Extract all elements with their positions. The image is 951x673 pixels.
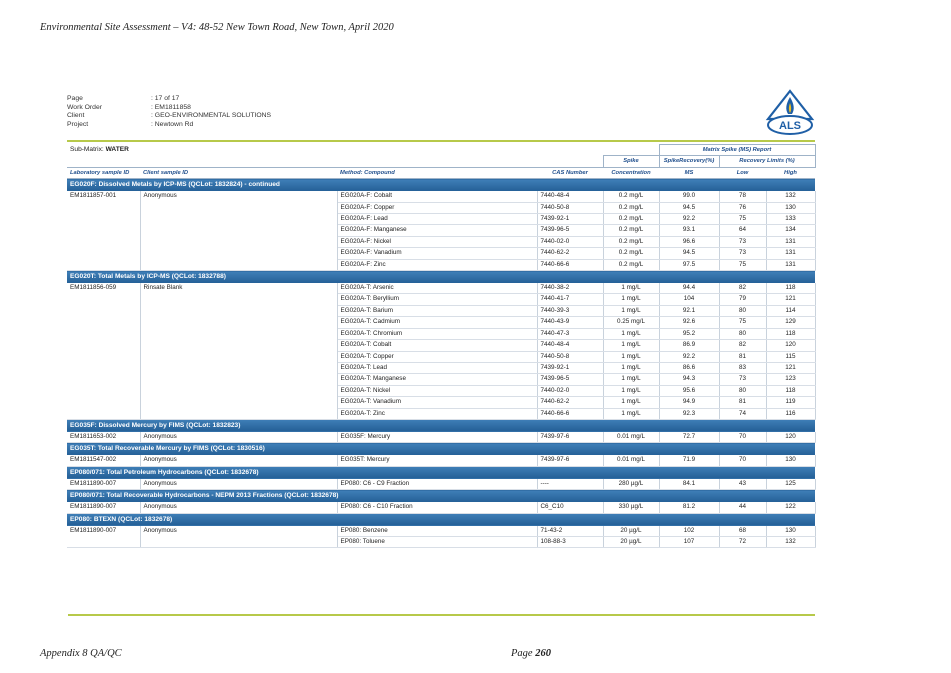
- table-row: [67, 305, 815, 316]
- limit-high: 116: [766, 408, 815, 419]
- lab-sample-id: [67, 385, 140, 396]
- col-method: Method: Compound: [337, 167, 537, 178]
- lab-sample-id: [67, 236, 140, 247]
- limit-low: 74: [719, 408, 766, 419]
- table-row: [67, 191, 815, 202]
- cas-number: C6_C10: [537, 502, 603, 513]
- ms-recovery: 94.4: [659, 283, 719, 294]
- meta-key: Page: [67, 95, 83, 102]
- table-row: [67, 328, 815, 339]
- table-row: [67, 374, 815, 385]
- cas-number: 108-88-3: [537, 536, 603, 547]
- limit-low: 64: [719, 225, 766, 236]
- lab-sample-id: [67, 351, 140, 362]
- limit-low: 79: [719, 294, 766, 305]
- method-compound: EG020A-T: Manganese: [337, 374, 537, 385]
- client-sample-id: Anonymous: [140, 191, 337, 202]
- method-compound: EG020A-T: Zinc: [337, 408, 537, 419]
- limit-high: 130: [766, 202, 815, 213]
- meta-key: Client: [67, 112, 85, 120]
- group-header-row: [67, 513, 815, 526]
- spike-concentration: 280 µg/L: [603, 479, 659, 490]
- spike-concentration: 0.2 mg/L: [603, 248, 659, 259]
- table-row: [67, 536, 815, 547]
- method-compound: EG035F: Mercury: [337, 432, 537, 443]
- table-row: [67, 526, 815, 537]
- spike-concentration: 1 mg/L: [603, 362, 659, 373]
- col-lab-id: Laboratory sample ID: [67, 167, 140, 178]
- lab-sample-id: EM1811890-007: [67, 479, 140, 490]
- col-high: High: [766, 167, 815, 178]
- cas-number: 7439-96-5: [537, 374, 603, 385]
- limit-low: 72: [719, 536, 766, 547]
- col-concentration: Concentration: [603, 167, 659, 178]
- client-sample-id: [140, 362, 337, 373]
- lab-sample-id: EM1811547-002: [67, 455, 140, 466]
- limit-high: 125: [766, 479, 815, 490]
- table-row: [67, 283, 815, 294]
- meta-row: [67, 104, 271, 113]
- meta-value: : EM1811858: [151, 103, 191, 111]
- ms-recovery: 102: [659, 526, 719, 537]
- method-compound: EG020A-F: Nickel: [337, 236, 537, 247]
- lab-sample-id: [67, 294, 140, 305]
- ms-recovery: 104: [659, 294, 719, 305]
- spike-concentration: 0.2 mg/L: [603, 225, 659, 236]
- spike-concentration: 1 mg/L: [603, 340, 659, 351]
- spike-concentration: 1 mg/L: [603, 283, 659, 294]
- limit-high: 123: [766, 374, 815, 385]
- client-sample-id: [140, 214, 337, 225]
- limit-high: 118: [766, 328, 815, 339]
- group-header-row: [67, 466, 815, 479]
- ms-recovery: 97.5: [659, 259, 719, 270]
- report-title: Matrix Spike (MS) Report: [659, 145, 815, 156]
- footer-appendix: Appendix 8 QA/QC: [40, 648, 122, 659]
- spike-concentration: 330 µg/L: [603, 502, 659, 513]
- cas-number: 7439-96-5: [537, 225, 603, 236]
- lab-sample-id: [67, 362, 140, 373]
- ms-recovery: 71.9: [659, 455, 719, 466]
- limit-low: 82: [719, 283, 766, 294]
- table-row: [67, 432, 815, 443]
- limit-low: 73: [719, 236, 766, 247]
- spike-concentration: 1 mg/L: [603, 328, 659, 339]
- client-sample-id: [140, 374, 337, 385]
- group-header-row: [67, 271, 815, 284]
- lab-sample-id: [67, 374, 140, 385]
- cas-number: 7439-92-1: [537, 362, 603, 373]
- limit-high: 114: [766, 305, 815, 316]
- spike-concentration: 0.01 mg/L: [603, 432, 659, 443]
- ms-recovery: 81.2: [659, 502, 719, 513]
- meta-key: Project: [67, 120, 89, 128]
- client-sample-id: [140, 305, 337, 316]
- limit-low: 75: [719, 317, 766, 328]
- limit-high: 121: [766, 294, 815, 305]
- group-title: EP080/071: Total Recoverable Hydrocarbons - NEPM 2013 Fractions (QCLot: 1832678): [67, 490, 815, 503]
- lab-sample-id: [67, 225, 140, 236]
- client-sample-id: [140, 225, 337, 236]
- limit-low: 73: [719, 374, 766, 385]
- method-compound: EG020A-T: Barium: [337, 305, 537, 316]
- client-sample-id: [140, 259, 337, 270]
- limit-high: 120: [766, 432, 815, 443]
- table-row: [67, 479, 815, 490]
- footer-page: Page 260: [511, 648, 551, 659]
- limit-low: 70: [719, 455, 766, 466]
- spike-concentration: 1 mg/L: [603, 385, 659, 396]
- limit-low: 70: [719, 432, 766, 443]
- table-row: [67, 317, 815, 328]
- spike-concentration: 0.2 mg/L: [603, 202, 659, 213]
- limit-low: 75: [719, 214, 766, 225]
- ms-recovery: 86.9: [659, 340, 719, 351]
- group-header-row: [67, 419, 815, 432]
- spike-concentration: 1 mg/L: [603, 408, 659, 419]
- cas-number: 7439-92-1: [537, 214, 603, 225]
- spike-concentration: 1 mg/L: [603, 305, 659, 316]
- limit-high: 120: [766, 340, 815, 351]
- spike-concentration: 1 mg/L: [603, 294, 659, 305]
- meta-row: [67, 121, 271, 130]
- running-header: Environmental Site Assessment – V4: 48-52 New Town Road, New Town, April 2020: [40, 22, 394, 33]
- limit-low: 78: [719, 191, 766, 202]
- meta-value: : Newtown Rd: [151, 120, 194, 128]
- method-compound: EP080: Toluene: [337, 536, 537, 547]
- method-compound: EG020A-T: Nickel: [337, 385, 537, 396]
- client-sample-id: [140, 397, 337, 408]
- ms-recovery: 94.5: [659, 248, 719, 259]
- cas-number: 7440-50-8: [537, 351, 603, 362]
- col-cas: CAS Number: [537, 167, 603, 178]
- limit-high: 118: [766, 283, 815, 294]
- limit-high: 132: [766, 536, 815, 547]
- cas-number: 7440-02-0: [537, 236, 603, 247]
- submatrix-label: Sub-Matrix: WATER: [70, 145, 129, 153]
- col-client-id: Client sample ID: [140, 167, 337, 178]
- limit-low: 80: [719, 305, 766, 316]
- lab-sample-id: EM1811890-007: [67, 502, 140, 513]
- limit-high: 134: [766, 225, 815, 236]
- limit-low: 76: [719, 202, 766, 213]
- cas-number: 7440-41-7: [537, 294, 603, 305]
- limit-low: 68: [719, 526, 766, 537]
- client-sample-id: [140, 385, 337, 396]
- client-sample-id: [140, 351, 337, 362]
- limit-high: 118: [766, 385, 815, 396]
- cas-number: 7440-48-4: [537, 340, 603, 351]
- spike-concentration: 0.2 mg/L: [603, 214, 659, 225]
- limit-high: 131: [766, 236, 815, 247]
- ms-recovery: 94.9: [659, 397, 719, 408]
- cas-number: 7440-47-3: [537, 328, 603, 339]
- lab-sample-id: EM1811653-002: [67, 432, 140, 443]
- lab-sample-id: EM1811890-007: [67, 526, 140, 537]
- cas-number: ----: [537, 479, 603, 490]
- recovery-header: SpikeRecovery(%): [659, 156, 719, 167]
- group-title: EP080: BTEXN (QCLot: 1832678): [67, 513, 815, 526]
- method-compound: EG020A-T: Cadmium: [337, 317, 537, 328]
- ms-recovery: 96.6: [659, 236, 719, 247]
- method-compound: EP080: C6 - C10 Fraction: [337, 502, 537, 513]
- limit-low: 43: [719, 479, 766, 490]
- table-row: [67, 236, 815, 247]
- cas-number: 7440-50-8: [537, 202, 603, 213]
- lab-sample-id: [67, 408, 140, 419]
- client-sample-id: Anonymous: [140, 526, 337, 537]
- cas-number: 7440-39-3: [537, 305, 603, 316]
- method-compound: EG020A-F: Lead: [337, 214, 537, 225]
- lab-sample-id: [67, 317, 140, 328]
- ms-recovery: 84.1: [659, 479, 719, 490]
- ms-recovery: 72.7: [659, 432, 719, 443]
- table-row: [67, 214, 815, 225]
- ms-recovery: 94.5: [659, 202, 719, 213]
- limit-high: 122: [766, 502, 815, 513]
- method-compound: EG020A-F: Manganese: [337, 225, 537, 236]
- lab-sample-id: [67, 340, 140, 351]
- limit-low: 83: [719, 362, 766, 373]
- lab-sample-id: [67, 259, 140, 270]
- lab-sample-id: [67, 397, 140, 408]
- table-row: [67, 397, 815, 408]
- ms-recovery: 92.3: [659, 408, 719, 419]
- client-sample-id: [140, 317, 337, 328]
- lab-sample-id: [67, 305, 140, 316]
- group-header-row: [67, 179, 815, 192]
- table-row: [67, 259, 815, 270]
- client-sample-id: [140, 202, 337, 213]
- client-sample-id: Anonymous: [140, 479, 337, 490]
- meta-value: : 17 of 17: [151, 95, 180, 102]
- cas-number: 7440-02-0: [537, 385, 603, 396]
- meta-row: [67, 95, 271, 104]
- method-compound: EG020A-T: Beryllium: [337, 294, 537, 305]
- group-header-row: [67, 490, 815, 503]
- limit-high: 131: [766, 259, 815, 270]
- als-logo: [765, 89, 815, 135]
- limit-high: 132: [766, 191, 815, 202]
- lab-sample-id: [67, 202, 140, 213]
- client-sample-id: Anonymous: [140, 455, 337, 466]
- report-meta: [67, 95, 271, 129]
- method-compound: EP080: Benzene: [337, 526, 537, 537]
- cas-number: 7440-43-9: [537, 317, 603, 328]
- table-row: [67, 294, 815, 305]
- ms-recovery: 92.1: [659, 305, 719, 316]
- table-row: [67, 248, 815, 259]
- client-sample-id: [140, 340, 337, 351]
- limit-high: 119: [766, 397, 815, 408]
- ms-recovery: 95.6: [659, 385, 719, 396]
- limit-high: 133: [766, 214, 815, 225]
- group-title: EG035T: Total Recoverable Mercury by FIMS (QCLot: 1830516): [67, 443, 815, 456]
- table-row: [67, 502, 815, 513]
- limit-low: 81: [719, 351, 766, 362]
- limit-high: 129: [766, 317, 815, 328]
- method-compound: EG020A-F: Copper: [337, 202, 537, 213]
- table-row: [67, 340, 815, 351]
- table-row: [67, 202, 815, 213]
- spike-concentration: 1 mg/L: [603, 397, 659, 408]
- lab-sample-id: [67, 536, 140, 547]
- spike-concentration: 0.01 mg/L: [603, 455, 659, 466]
- ms-recovery: 86.6: [659, 362, 719, 373]
- limit-low: 80: [719, 385, 766, 396]
- cas-number: 7440-62-2: [537, 248, 603, 259]
- table-row: [67, 351, 815, 362]
- ms-recovery: 92.2: [659, 214, 719, 225]
- lab-sample-id: [67, 328, 140, 339]
- col-low: Low: [719, 167, 766, 178]
- limit-low: 82: [719, 340, 766, 351]
- cas-number: 7440-62-2: [537, 397, 603, 408]
- limit-low: 75: [719, 259, 766, 270]
- group-title: EG035F: Dissolved Mercury by FIMS (QCLot: 1832823): [67, 419, 815, 432]
- meta-row: [67, 112, 271, 121]
- cas-number: 7440-66-6: [537, 408, 603, 419]
- limit-high: 121: [766, 362, 815, 373]
- limits-header: Recovery Limits (%): [719, 156, 815, 167]
- ms-recovery: 92.6: [659, 317, 719, 328]
- client-sample-id: [140, 248, 337, 259]
- method-compound: EG020A-T: Chromium: [337, 328, 537, 339]
- lab-sample-id: [67, 248, 140, 259]
- col-ms: MS: [659, 167, 719, 178]
- ms-recovery: 95.2: [659, 328, 719, 339]
- spike-concentration: 0.2 mg/L: [603, 191, 659, 202]
- group-title: EG020F: Dissolved Metals by ICP-MS (QCLot: 1832824) - continued: [67, 179, 815, 192]
- ms-recovery: 93.1: [659, 225, 719, 236]
- method-compound: EG020A-T: Lead: [337, 362, 537, 373]
- cas-number: 71-43-2: [537, 526, 603, 537]
- client-sample-id: [140, 536, 337, 547]
- ms-recovery: 99.0: [659, 191, 719, 202]
- limit-low: 73: [719, 248, 766, 259]
- client-sample-id: [140, 408, 337, 419]
- method-compound: EG020A-T: Cobalt: [337, 340, 537, 351]
- spike-concentration: 20 µg/L: [603, 526, 659, 537]
- client-sample-id: [140, 294, 337, 305]
- cas-number: 7439-97-6: [537, 455, 603, 466]
- group-title: EG020T: Total Metals by ICP-MS (QCLot: 1832788): [67, 271, 815, 284]
- lab-sample-id: EM1811857-001: [67, 191, 140, 202]
- method-compound: EG020A-T: Arsenic: [337, 283, 537, 294]
- table-row: [67, 455, 815, 466]
- spike-concentration: 1 mg/L: [603, 374, 659, 385]
- limit-high: 131: [766, 248, 815, 259]
- method-compound: EG035T: Mercury: [337, 455, 537, 466]
- table-row: [67, 408, 815, 419]
- table-row: [67, 362, 815, 373]
- method-compound: EP080: C6 - C9 Fraction: [337, 479, 537, 490]
- meta-value: : GEO-ENVIRONMENTAL SOLUTIONS: [151, 112, 272, 120]
- cas-number: 7440-66-6: [537, 259, 603, 270]
- ms-recovery: 92.2: [659, 351, 719, 362]
- cas-number: 7440-48-4: [537, 191, 603, 202]
- spike-header: Spike: [603, 156, 659, 167]
- spike-concentration: 0.2 mg/L: [603, 236, 659, 247]
- header-rule: [67, 140, 815, 142]
- method-compound: EG020A-F: Cobalt: [337, 191, 537, 202]
- table-row: [67, 225, 815, 236]
- lab-sample-id: EM1811856-059: [67, 283, 140, 294]
- lab-sample-id: [67, 214, 140, 225]
- limit-high: 130: [766, 455, 815, 466]
- group-title: EP080/071: Total Petroleum Hydrocarbons (QCLot: 1832678): [67, 466, 815, 479]
- limit-high: 130: [766, 526, 815, 537]
- client-sample-id: [140, 236, 337, 247]
- method-compound: EG020A-T: Copper: [337, 351, 537, 362]
- method-compound: EG020A-T: Vanadium: [337, 397, 537, 408]
- matrix-spike-table: [67, 144, 816, 548]
- limit-high: 115: [766, 351, 815, 362]
- spike-concentration: 20 µg/L: [603, 536, 659, 547]
- logo-text: ALS: [779, 120, 801, 132]
- limit-low: 80: [719, 328, 766, 339]
- ms-recovery: 107: [659, 536, 719, 547]
- cas-number: 7440-38-2: [537, 283, 603, 294]
- client-sample-id: Rinsate Blank: [140, 283, 337, 294]
- ms-recovery: 94.3: [659, 374, 719, 385]
- table-row: [67, 385, 815, 396]
- group-header-row: [67, 443, 815, 456]
- meta-key: Work Order: [67, 103, 102, 111]
- limit-low: 81: [719, 397, 766, 408]
- client-sample-id: [140, 328, 337, 339]
- client-sample-id: Anonymous: [140, 502, 337, 513]
- spike-concentration: 1 mg/L: [603, 351, 659, 362]
- spike-concentration: 0.2 mg/L: [603, 259, 659, 270]
- method-compound: EG020A-F: Vanadium: [337, 248, 537, 259]
- cas-number: 7439-97-6: [537, 432, 603, 443]
- method-compound: EG020A-F: Zinc: [337, 259, 537, 270]
- footer-rule: [68, 614, 815, 616]
- client-sample-id: Anonymous: [140, 432, 337, 443]
- spike-concentration: 0.25 mg/L: [603, 317, 659, 328]
- limit-low: 44: [719, 502, 766, 513]
